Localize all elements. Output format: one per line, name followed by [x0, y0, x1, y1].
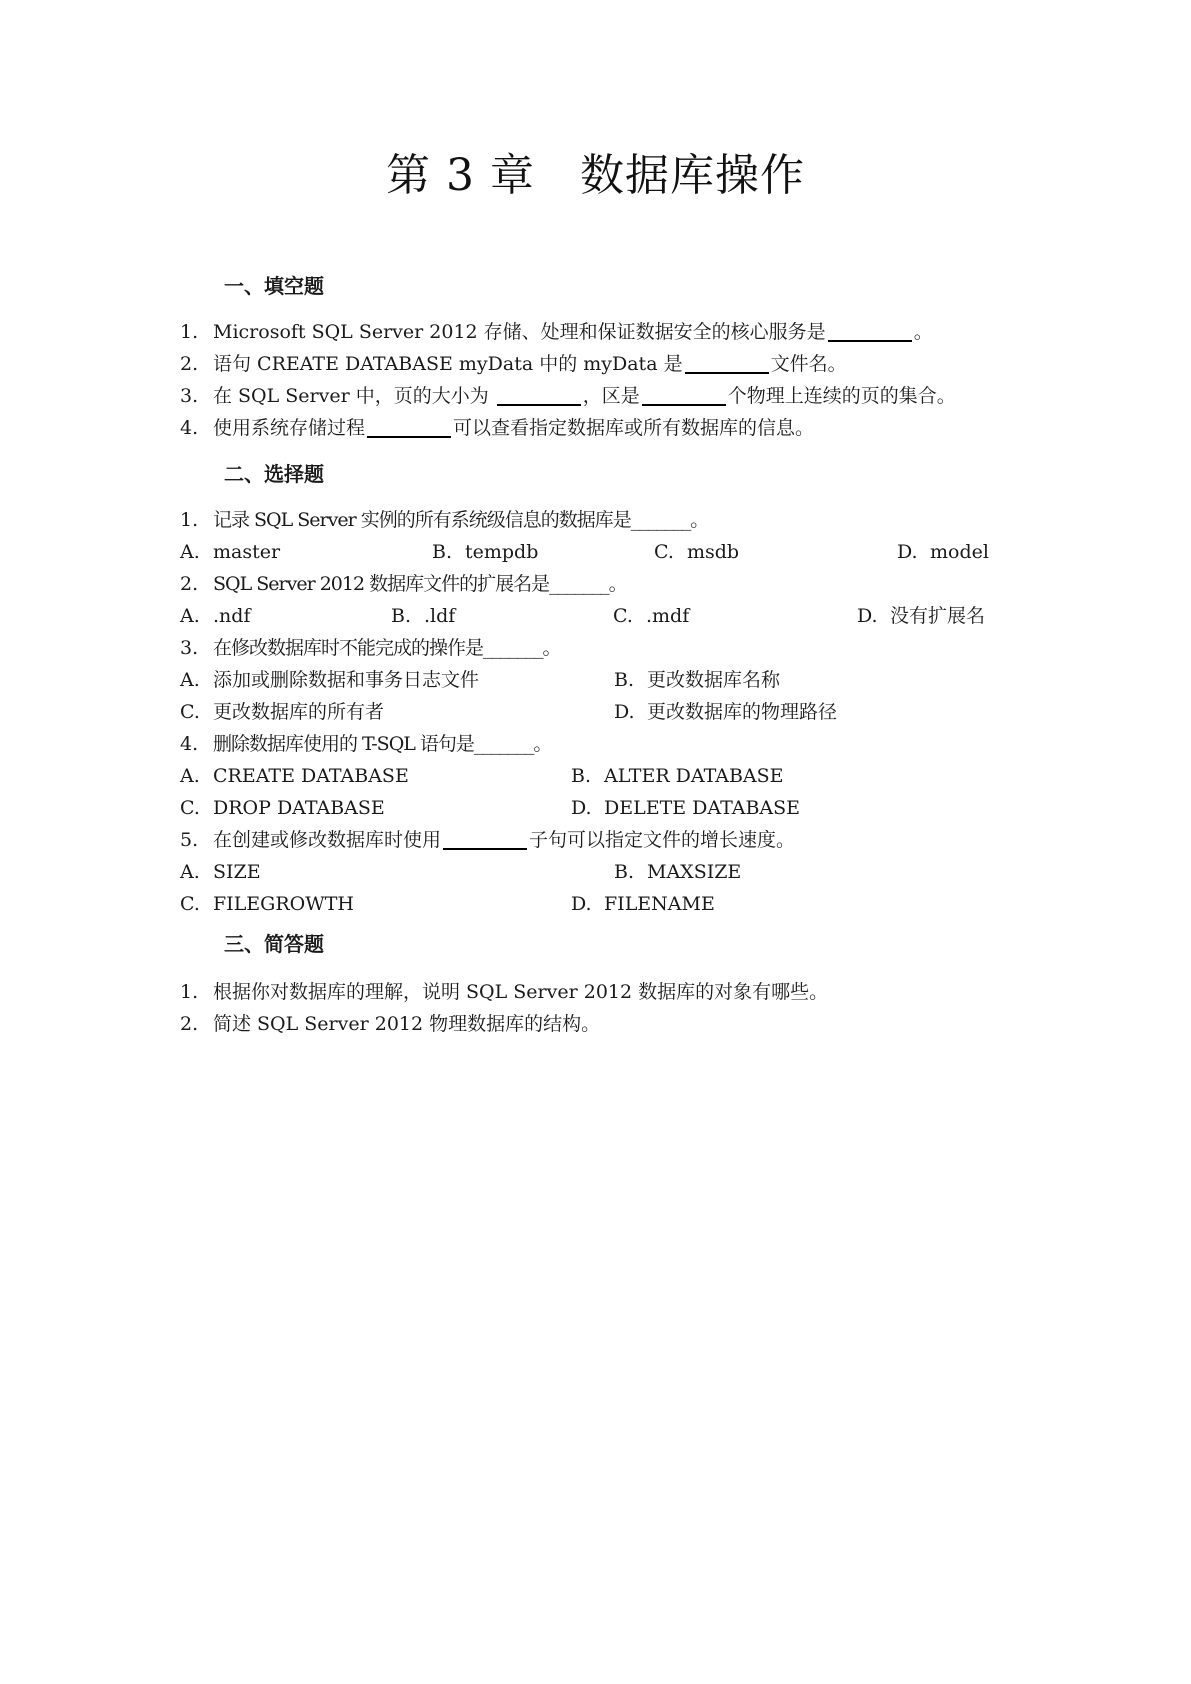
choice-4-option-d: D. DELETE DATABASE: [571, 797, 801, 819]
choice-question-2: [180, 568, 627, 600]
fill-question-1: [180, 316, 933, 348]
question-number: 3.: [180, 385, 199, 407]
choice-question-1: [180, 504, 708, 536]
question-text: 删除数据库使用的 T-SQL 语句是_______。: [213, 733, 552, 755]
question-number: 4.: [180, 417, 199, 439]
choice-3-option-d: D. 更改数据库的物理路径: [614, 701, 838, 723]
short-question-1: [180, 976, 828, 1008]
question-text: 语句 CREATE DATABASE myData 中的 myData 是: [213, 353, 683, 375]
short-question-2: [180, 1008, 600, 1040]
question-text-end: 子句可以指定文件的增长速度。: [529, 829, 796, 851]
choice-3-option-c: C. 更改数据库的所有者: [180, 701, 385, 723]
choice-1-option-d: D. model: [897, 541, 989, 563]
choice-5-option-d: D. FILENAME: [571, 893, 715, 915]
answer-blank: [367, 436, 451, 438]
choice-2-option-c: C. .mdf: [613, 605, 690, 627]
choice-question-4: [180, 728, 551, 760]
section-heading-short: 三、简答题: [224, 932, 324, 956]
answer-blank: [497, 404, 581, 406]
choice-5-option-a: A. SIZE: [180, 861, 261, 883]
question-number: 2.: [180, 353, 199, 375]
choice-1-option-b: B. tempdb: [432, 541, 539, 563]
choice-2-option-d: D. 没有扩展名: [857, 605, 986, 627]
choice-1-option-c: C. msdb: [654, 541, 740, 563]
question-number: 4.: [180, 733, 199, 755]
question-number: 1.: [180, 321, 199, 343]
question-text: 使用系统存储过程: [213, 417, 366, 439]
choice-question-5: [180, 824, 795, 856]
choice-2-option-b: B. .ldf: [391, 605, 456, 627]
choice-5-option-c: C. FILEGROWTH: [180, 893, 355, 915]
section-heading-fill: 一、填空题: [224, 274, 324, 298]
question-text-end: 个物理上连续的页的集合。: [727, 385, 956, 407]
question-number: 3.: [180, 637, 199, 659]
choice-question-3: [180, 632, 561, 664]
question-text: 记录 SQL Server 实例的所有系统级信息的数据库是_______。: [213, 509, 709, 531]
answer-blank: [828, 340, 912, 342]
question-number: 2.: [180, 1013, 199, 1035]
question-text-end: 可以查看指定数据库或所有数据库的信息。: [453, 417, 815, 439]
fill-question-3: [180, 380, 956, 412]
question-text: 在创建或修改数据库时使用: [213, 829, 442, 851]
question-number: 2.: [180, 573, 199, 595]
choice-5-option-b: B. MAXSIZE: [614, 861, 742, 883]
answer-blank: [685, 372, 769, 374]
question-text-end: 。: [913, 321, 933, 343]
section-heading-choice: 二、选择题: [224, 462, 324, 486]
fill-question-4: [180, 412, 814, 444]
answer-blank: [443, 848, 527, 850]
choice-4-option-b: B. ALTER DATABASE: [571, 765, 784, 787]
question-number: 1.: [180, 981, 199, 1003]
question-text: 根据你对数据库的理解，说明 SQL Server 2012 数据库的对象有哪些。: [213, 981, 829, 1003]
question-text: SQL Server 2012 数据库文件的扩展名是_______。: [213, 573, 627, 595]
question-number: 1.: [180, 509, 199, 531]
answer-blank: [642, 404, 726, 406]
question-text-mid: ，区是: [582, 385, 640, 407]
fill-question-2: [180, 348, 847, 380]
question-text: 在 SQL Server 中，页的大小为: [213, 385, 495, 407]
choice-4-option-a: A. CREATE DATABASE: [180, 765, 409, 787]
choice-4-option-c: C. DROP DATABASE: [180, 797, 385, 819]
question-text-end: 文件名。: [770, 353, 847, 375]
choice-2-option-a: A. .ndf: [180, 605, 251, 627]
choice-3-option-a: A. 添加或删除数据和事务日志文件: [180, 669, 480, 691]
question-text: 在修改数据库时不能完成的操作是_______。: [213, 637, 561, 659]
question-text: 简述 SQL Server 2012 物理数据库的结构。: [213, 1013, 601, 1035]
choice-1-option-a: A. master: [180, 541, 281, 563]
choice-3-option-b: B. 更改数据库名称: [614, 669, 781, 691]
chapter-title: 第 3 章 数据库操作: [386, 150, 805, 201]
question-number: 5.: [180, 829, 199, 851]
question-text: Microsoft SQL Server 2012 存储、处理和保证数据安全的核心服务是: [213, 321, 826, 343]
